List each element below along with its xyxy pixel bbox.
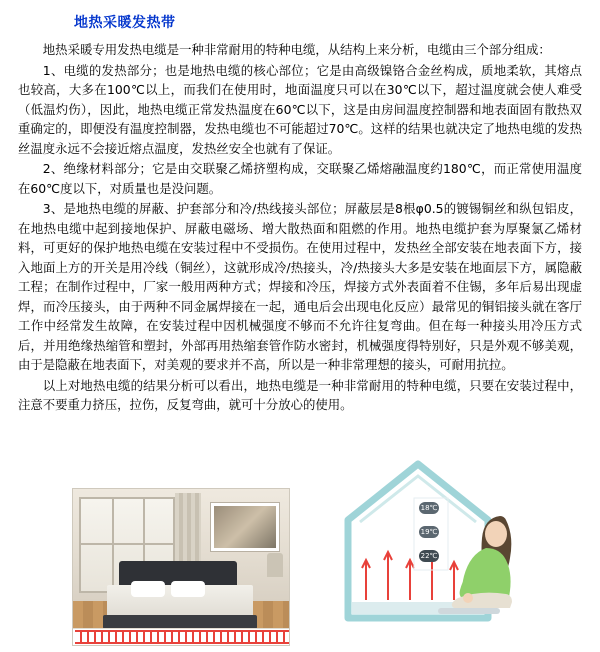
temperature-badge-22: 22℃ xyxy=(420,552,438,560)
page-title: 地热采暖发热带 xyxy=(74,15,176,31)
photo-heating-strip-area xyxy=(73,628,289,645)
temperature-badge-19: 19℃ xyxy=(420,528,438,536)
bedroom-floor-heating-photo xyxy=(72,488,290,646)
paragraph-5: 以上对地热电缆的结果分析可以看出，地热电缆是一种非常耐用的特种电缆，只要在安装过程中，注意不要重力挤压，拉伤，反复弯曲，就可十分放心的使用。 xyxy=(18,377,582,412)
photo-window-mullion xyxy=(81,543,173,545)
photo-lamp xyxy=(267,553,283,577)
figure-row xyxy=(0,430,600,652)
paragraph-3: 2、绝缘材料部分；它是由交联聚乙烯挤塑构成，交联聚乙烯熔融温度约180℃，而正常使用温度在60℃度以下，对质量也是没问题。 xyxy=(18,161,582,196)
paragraph-2: 1、电缆的发热部分；也是地热电缆的核心部位；它是由高级镍铬合金丝构成，质地柔软，其熔点也较高，大多在100℃以上，而我们在使用时，地面温度只可以在30℃以下，超过温度就会使人难受（低温灼伤），因此，地热电缆正常发热温度在60℃以下，这是由房间温度控制器和地表面固有散热双重确定的，即便没有温度控制器，发热电缆也不可能超过70℃。这样的结果也就决定了地热电缆的发热丝温度永远不会接近熔点温度，发热丝安全也就有了保证。 xyxy=(18,62,582,156)
house-section-heating-diagram xyxy=(318,442,538,642)
photo-pillow xyxy=(131,581,165,597)
temperature-badge-18: 18℃ xyxy=(420,504,438,512)
photo-pillow xyxy=(171,581,205,597)
photo-bed-base xyxy=(103,615,257,629)
photo-wall-art xyxy=(211,503,279,551)
article-body xyxy=(18,40,582,415)
heating-cable-coil-icon xyxy=(75,630,289,644)
diagram-svg xyxy=(318,442,538,642)
paragraph-4: 3、是地热电缆的屏蔽、护套部分和冷/热线接头部位；屏蔽层是8根φ0.5的镀锡铜丝和纵包铝皮，在地热电缆中起到接地保护、屏蔽电磁场、增大散热面和阻燃的作用。地热电缆护套为厚聚氯乙烯材料，可更好的保护地热电缆在安装过程中不受损伤。在使用过程中，发热丝全部安装在地表面下方，接入地面上方的开关是用冷线（铜丝），这就形成冷/热接头，冷/热接头大多是安装在地面层下方，属隐蔽工程；在制作过程中，厂家一般用两种方式；焊接和冷压，焊接方式外表面着不住锡，多年后易出现虚焊，而冷压接头，由于两种不同金属焊接在一起，通电后会出现电化反应）最常见的铜铝接头就在客厅工作中经常发生故障，在安装过程中因机械强度不够而不允许往复弯曲。但在每一种接头用冷压方式后，并用绝缘热缩管和塑封，外部再用热缩套管作防水密封，机械强度得特别好，只是外观不够美观，由于是隐蔽在地表面下，对美观的要求并不高，所以是一种非常理想的接头，可耐用抗拉。 xyxy=(18,201,582,372)
paragraph-1: 地热采暖专用发热电缆是一种非常耐用的特种电缆，从结构上来分析，电缆由三个部分组成： xyxy=(42,42,551,57)
floor-rug xyxy=(438,608,500,614)
